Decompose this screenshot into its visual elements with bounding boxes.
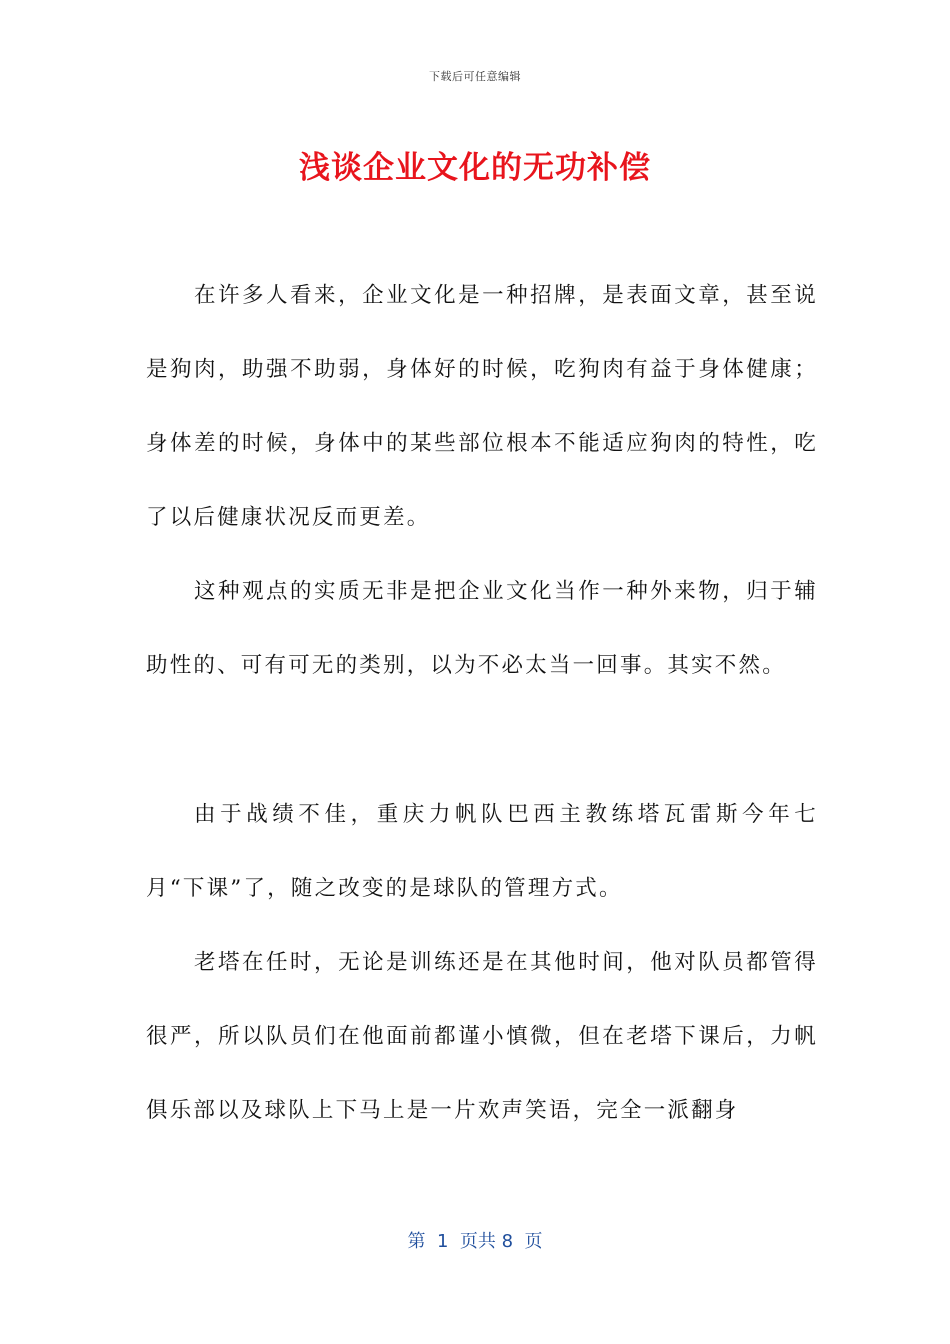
paragraph-4: 老塔在任时，无论是训练还是在其他时间，他对队员都管得很严，所以队员们在他面前都谨小慎微，但在老塔下课后，力帆俱乐部以及球队上下马上是一片欢声笑语，完全一派翻身 [146,950,818,1123]
paragraph-3: 由于战绩不佳，重庆力帆队巴西主教练塔瓦雷斯今年七月“下课”了，随之改变的是球队的管理方式。 [146,802,818,901]
paragraph-2: 这种观点的实质无非是把企业文化当作一种外来物，归于辅助性的、可有可无的类别，以为不必太当一回事。其实不然。 [146,579,818,678]
paragraph-1: 在许多人看来，企业文化是一种招牌，是表面文章，甚至说是狗肉，助强不助弱，身体好的时候，吃狗肉有益于身体健康；身体差的时候，身体中的某些部位根本不能适应狗肉的特性，吃了以后健康状况反而更差。 [146,283,818,530]
page-number: 第 1 页共 8 页 [407,1231,543,1252]
document-title: 浅谈企业文化的无功补偿 [299,150,651,186]
page-header-note: 下载后可任意编辑 [429,70,521,83]
